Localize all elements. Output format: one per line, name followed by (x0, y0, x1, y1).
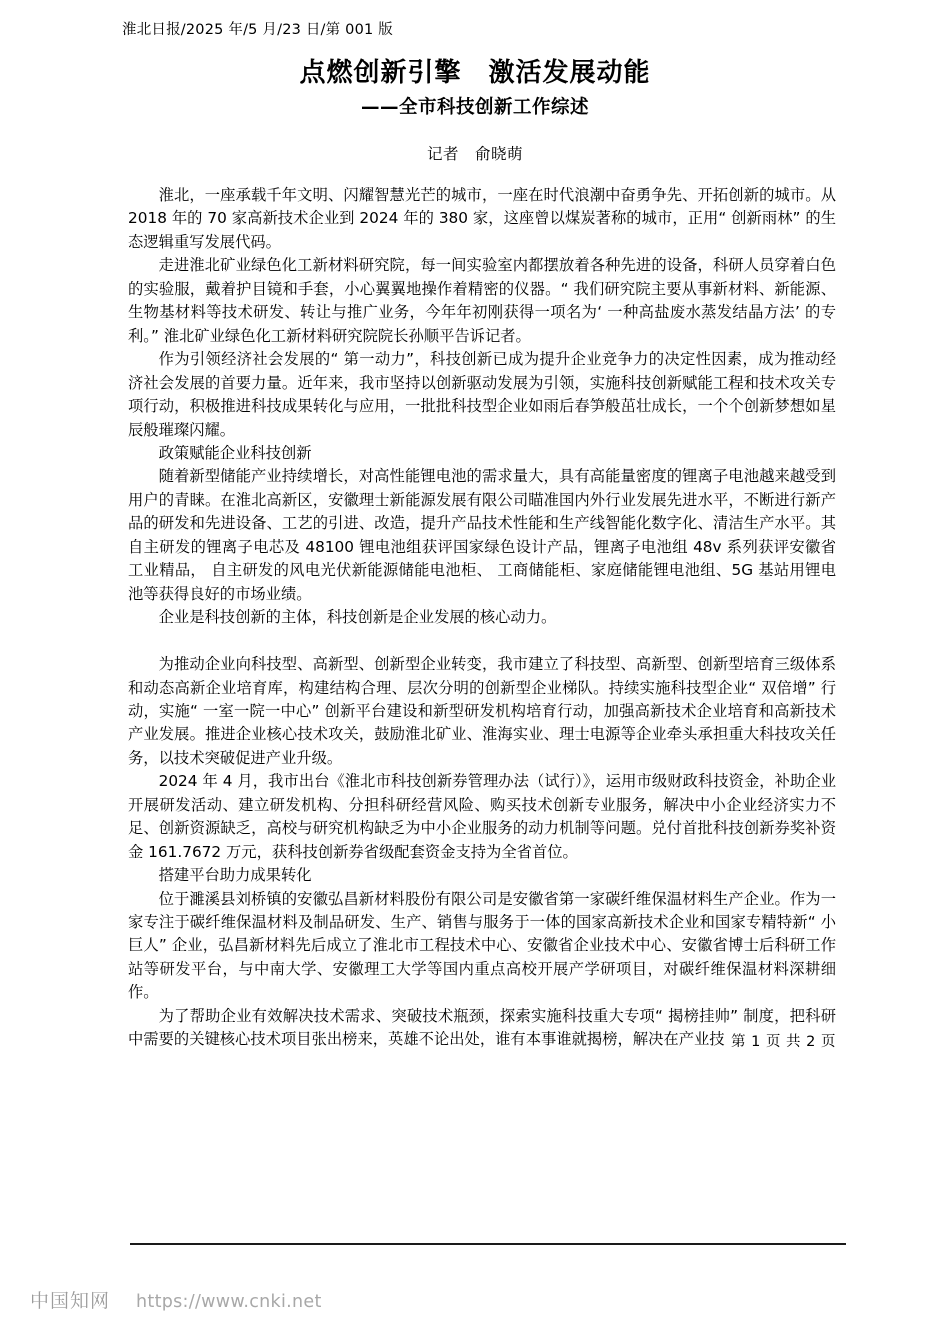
article-paragraph: 走进淮北矿业绿色化工新材料研究院，每一间实验室内都摆放着各种先进的设备，科研人员穿着白色的实验服，戴着护目镜和手套，小心翼翼地操作着精密的仪器。“ 我们研究院主要从事新材料、新能源、生物基材料等技术研发、转让与推广业务，今年年初刚获得一项名为‘ 一种高盐废水蒸发结晶方法’ 的专利。” 淮北矿业绿色化工新材料研究院院长孙顺平告诉记者。 (128, 256, 836, 345)
article-paragraph: 2024 年 4 月，我市出台《淮北市科技创新券管理办法（试行）》，运用市级财政科技资金，补助企业开展研发活动、建立研发机构、分担科研经营风险、购买技术创新专业服务，解决中小企业经济实力不足、创新资源缺乏，高校与研究机构缺乏为中小企业服务的动力机制等问题。兑付首批科技创新券奖补资金 161.7672 万元，获科技创新券省级配套资金支持为全省首位。 (128, 772, 836, 861)
article-body (128, 184, 836, 1052)
article-paragraph: 随着新型储能产业持续增长，对高性能锂电池的需求量大，具有高能量密度的锂离子电池越来越受到用户的青睐。在淮北高新区，安徽理士新能源发展有限公司瞄准国内外行业发展先进水平，不断进行新产品的研发和先进设备、工艺的引进、改造，提升产品技术性能和生产线智能化数字化、清洁生产水平。其自主研发的锂离子电芯及 48100 锂电池组获评国家绿色设计产品，锂离子电池组 48v 系列获评安徽省工业精品， 自主研发的风电光伏新能源储能电池柜、 工商储能柜、家庭储能锂电池组、5G 基站用锂电池等获得良好的市场业绩。 (128, 467, 836, 603)
paragraph-spacer (128, 630, 836, 653)
article-byline: 记者 俞晓萌 (426, 145, 523, 163)
cnki-url-text[interactable]: https://www.cnki.net (136, 1292, 322, 1312)
article-title: 点燃创新引擎 激活发展动能 (299, 58, 651, 88)
footer-branding (30, 1286, 322, 1313)
article-paragraph: 为了帮助企业有效解决技术需求、突破技术瓶颈，探索实施科技重大专项“ 揭榜挂帅” 制度，把科研中需要的关键核心技术项目张出榜来，英雄不论出处，谁有本事谁就揭榜，解决在产业技 (128, 1006, 836, 1049)
page-number: 第 1 页 共 2 页 (731, 1034, 836, 1050)
article-paragraph: 企业是科技创新的主体，科技创新是企业发展的核心动力。 (158, 608, 557, 627)
article-paragraph: 作为引领经济社会发展的“ 第一动力”，科技创新已成为提升企业竞争力的决定性因素，成为推动经济社会发展的首要力量。近年来，我市坚持以创新驱动发展为引领，实施科技创新赋能工程和技术攻关专项行动，积极推进科技成果转化与应用，一批批科技型企业如雨后春笋般茁壮成长，一个个创新梦想如星辰般璀璨闪耀。 (128, 350, 836, 439)
cnki-logo-text: 中国知网 (30, 1290, 111, 1312)
article-subtitle: ——全市科技创新工作综述 (360, 97, 589, 118)
footer-divider (130, 1243, 846, 1245)
article-paragraph: 为推动企业向科技型、高新型、创新型企业转变，我市建立了科技型、高新型、创新型培育三级体系和动态高新企业培育库，构建结构合理、层次分明的创新型企业梯队。持续实施科技型企业“ 双倍增” 行动，实施“ 一室一院一中心” 创新平台建设和新型研发机构培育行动，加强高新技术企业培育和高新技术产业发展。推进企业核心技术攻关，鼓励淮北矿业、淮海实业、理士电源等企业牵头承担重大科技攻关任务，以技术突破促进产业升级。 (128, 655, 836, 767)
article-paragraph: 位于濉溪县刘桥镇的安徽弘昌新材料股份有限公司是安徽省第一家碳纤维保温材料生产企业。作为一家专注于碳纤维保温材料及制品研发、生产、销售与服务于一体的国家高新技术企业和国家专精特新“ 小巨人” 企业，弘昌新材料先后成立了淮北市工程技术中心、安徽省企业技术中心、安徽省博士后科研工作站等研发平台，与中南大学、安徽理工大学等国内重点高校开展产学研项目，对碳纤维保温材料深耕细作。 (128, 889, 836, 1002)
section-subheading: 搭建平台助力成果转化 (158, 866, 312, 885)
source-citation-line: 淮北日报/2025 年/5 月/23 日/第 001 版 (122, 22, 393, 38)
article-paragraph: 淮北，一座承载千年文明、闪耀智慧光芒的城市，一座在时代浪潮中奋勇争先、开拓创新的城市。从 2018 年的 70 家高新技术企业到 2024 年的 380 家，这座曾以煤炭著称的城市，正用“ 创新雨林” 的生态逻辑重写发展代码。 (128, 186, 836, 251)
section-subheading: 政策赋能企业科技创新 (158, 443, 312, 462)
